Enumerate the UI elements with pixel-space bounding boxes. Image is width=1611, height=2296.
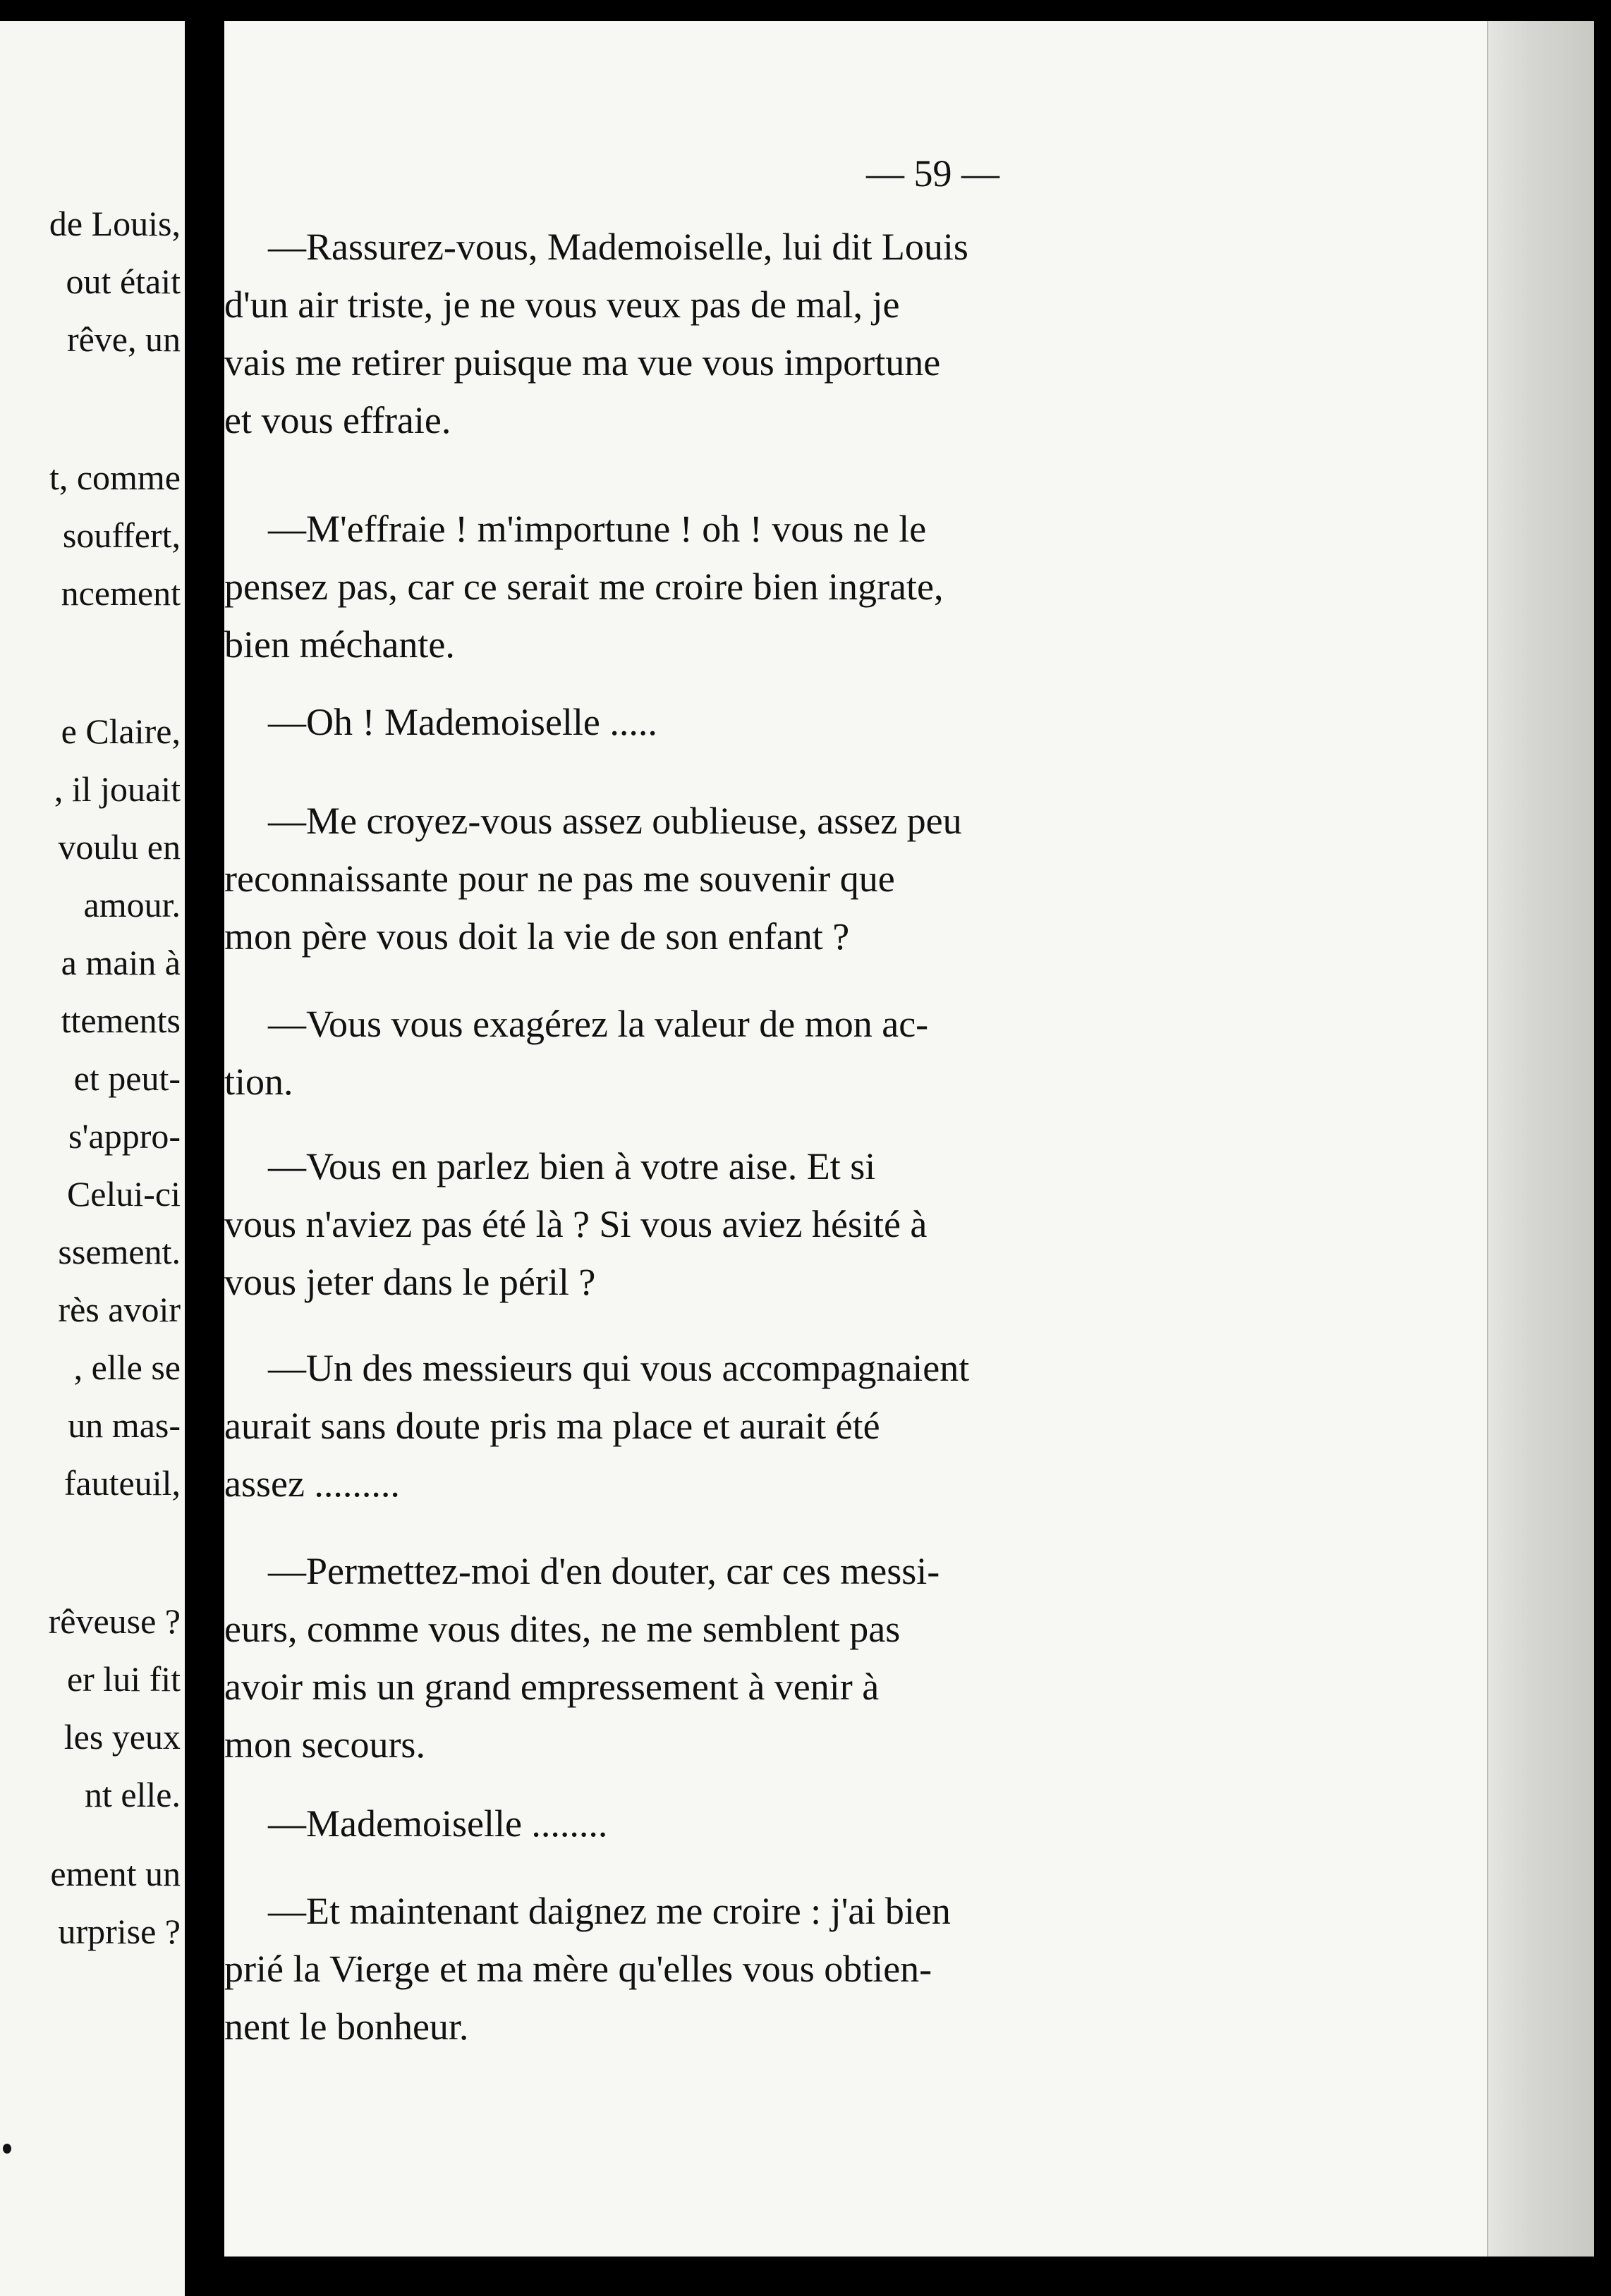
- text-line: vous jeter dans le péril ?: [224, 1261, 596, 1303]
- facing-page-line: les yeux: [63, 1717, 181, 1757]
- text-line: eurs, comme vous dites, ne me semblent pas: [224, 1608, 901, 1650]
- facing-page-line: Celui-ci: [66, 1174, 181, 1214]
- facing-page-line: t, comme: [49, 458, 181, 497]
- facing-page-line: rêveuse ?: [48, 1601, 181, 1641]
- ink-dot: [3, 2144, 11, 2154]
- facing-page-line: s'appro-: [68, 1116, 181, 1156]
- facing-page-line: , il jouait: [54, 769, 181, 809]
- facing-page-line: rès avoir: [58, 1290, 181, 1329]
- text-line: —Me croyez-vous assez oublieuse, assez peu: [268, 800, 962, 842]
- text-line: —Un des messieurs qui vous accompagnaient: [268, 1347, 970, 1389]
- facing-page-line: fauteuil,: [63, 1463, 181, 1503]
- text-line: avoir mis un grand empressement à venir à: [224, 1666, 880, 1708]
- text-line: pensez pas, car ce serait me croire bien ingrate,: [224, 566, 944, 608]
- text-line: —Et maintenant daignez me croire : j'ai bien: [268, 1890, 951, 1932]
- facing-page-line: ncement: [61, 573, 181, 613]
- facing-page-line: souffert,: [62, 515, 181, 555]
- text-line: mon père vous doit la vie de son enfant ?: [224, 915, 850, 958]
- text-line: vais me retirer puisque ma vue vous importune: [224, 341, 941, 384]
- text-line: et vous effraie.: [224, 399, 451, 441]
- text-line: aurait sans doute pris ma place et aurait été: [224, 1405, 880, 1447]
- text-line: tion.: [224, 1061, 293, 1103]
- facing-page-line: ement un: [50, 1854, 181, 1893]
- text-line: prié la Vierge et ma mère qu'elles vous obtien-: [224, 1948, 932, 1990]
- text-line: —Mademoiselle ........: [268, 1802, 608, 1845]
- facing-page-line: ttements: [61, 1001, 181, 1040]
- facing-page-line: e Claire,: [61, 712, 181, 751]
- facing-page-line: , elle se: [73, 1348, 181, 1387]
- text-line: mon secours.: [224, 1723, 425, 1766]
- text-line: bien méchante.: [224, 623, 455, 666]
- facing-page: [0, 21, 185, 2296]
- facing-page-line: rêve, un: [66, 319, 181, 359]
- facing-page-line: out était: [66, 262, 181, 301]
- text-line: —Vous vous exagérez la valeur de mon ac-: [268, 1003, 929, 1045]
- text-line: —Vous en parlez bien à votre aise. Et si: [268, 1145, 876, 1187]
- text-line: d'un air triste, je ne vous veux pas de mal, je: [224, 283, 900, 326]
- text-line: —Rassurez-vous, Mademoiselle, lui dit Louis: [268, 226, 968, 268]
- page-stack-edge: [1487, 21, 1594, 2257]
- facing-page-line: voulu en: [58, 827, 181, 867]
- facing-page-line: nt elle.: [84, 1775, 181, 1814]
- facing-page-line: a main à: [61, 943, 181, 982]
- text-line: —M'effraie ! m'importune ! oh ! vous ne le: [268, 508, 927, 550]
- text-line: nent le bonheur.: [224, 2005, 469, 2048]
- facing-page-line: er lui fit: [66, 1659, 181, 1699]
- text-line: —Oh ! Mademoiselle .....: [268, 701, 657, 743]
- text-line: assez .........: [224, 1463, 400, 1505]
- facing-page-line: amour.: [83, 885, 181, 924]
- facing-page-line: et peut-: [73, 1058, 181, 1098]
- facing-page-line: un mas-: [68, 1405, 181, 1445]
- book-gutter: [185, 0, 224, 2296]
- text-line: —Permettez-moi d'en douter, car ces messi-: [268, 1550, 940, 1592]
- facing-page-line: urprise ?: [58, 1912, 181, 1951]
- facing-page-line: ssement.: [58, 1232, 181, 1271]
- page-number: — 59 —: [866, 152, 999, 195]
- text-line: reconnaissante pour ne pas me souvenir que: [224, 857, 895, 900]
- main-page: [224, 21, 1487, 2257]
- facing-page-line: de Louis,: [49, 204, 181, 243]
- text-line: vous n'aviez pas été là ? Si vous aviez hésité à: [224, 1203, 928, 1245]
